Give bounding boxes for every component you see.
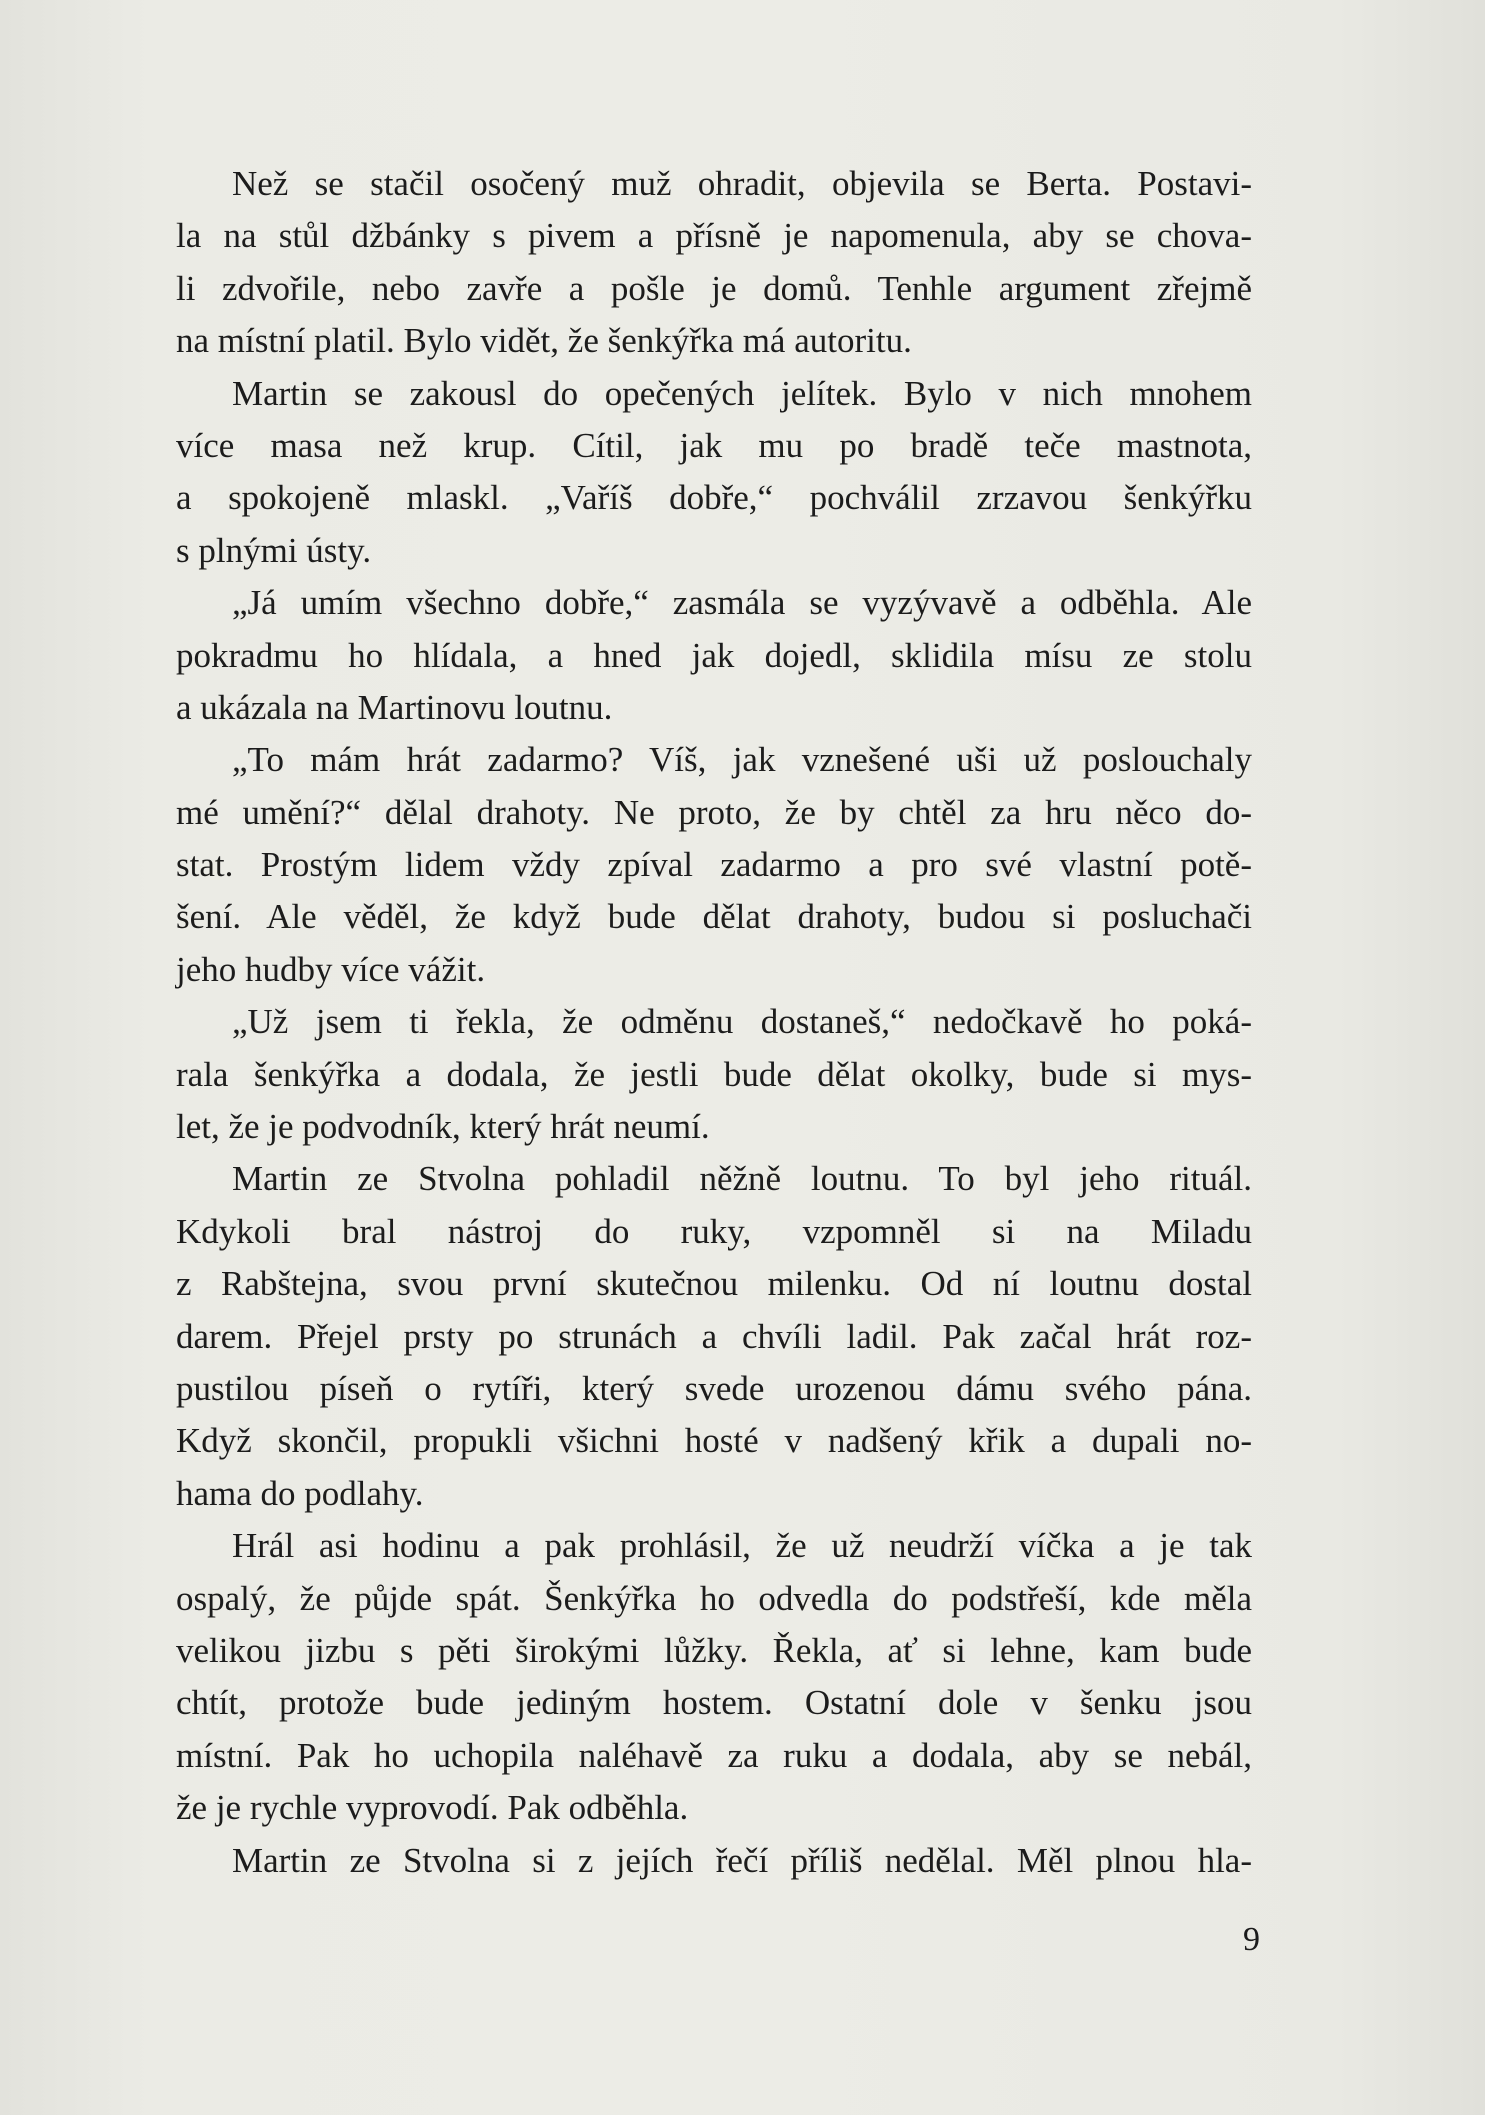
text-line: rala šenkýřka a dodala, že jestli bude dělat okolky, bude si mys-	[176, 1054, 1252, 1094]
paragraph	[176, 1153, 1252, 1520]
text-line: Martin ze Stvolna pohladil něžně loutnu. To byl jeho rituál.	[232, 1159, 1252, 1199]
text-line: hama do podlahy.	[176, 1473, 424, 1513]
text-line: darem. Přejel prsty po strunách a chvíli ladil. Pak začal hrát roz-	[176, 1316, 1252, 1356]
text-line: chtít, protože bude jediným hostem. Ostatní dole v šenku jsou	[176, 1683, 1252, 1723]
text-line: jeho hudby více vážit.	[176, 949, 486, 989]
text-line: s plnými ústy.	[176, 530, 372, 570]
text-line: „To mám hrát zadarmo? Víš, jak vznešené uši už poslouchaly	[232, 740, 1252, 780]
text-line: Martin se zakousl do opečených jelítek. Bylo v nich mnohem	[232, 373, 1252, 413]
text-line: více masa než krup. Cítil, jak mu po bradě teče mastnota,	[176, 425, 1252, 465]
text-line: Než se stačil osočený muž ohradit, objevila se Berta. Postavi-	[232, 164, 1252, 203]
text-line: „Už jsem ti řekla, že odměnu dostaneš,“ nedočkavě ho poká-	[232, 1002, 1252, 1042]
paragraph	[176, 1835, 1252, 1887]
text-line: „Já umím všechno dobře,“ zasmála se vyzývavě a odběhla. Ale	[232, 583, 1252, 623]
text-line: pustilou píseň o rytíři, který svede urozenou dámu svého pána.	[176, 1368, 1252, 1408]
text-line: mé umění?“ dělal drahoty. Ne proto, že by chtěl za hru něco do-	[176, 792, 1252, 832]
text-line: li zdvořile, nebo zavře a pošle je domů. Tenhle argument zřejmě	[176, 268, 1252, 308]
paragraph	[176, 368, 1252, 578]
text-line: místní. Pak ho uchopila naléhavě za ruku a dodala, aby se nebál,	[176, 1735, 1252, 1775]
text-line: Když skončil, propukli všichni hosté v nadšený křik a dupali no-	[176, 1421, 1252, 1461]
paragraph	[176, 158, 1252, 368]
text-line: a ukázala na Martinovu loutnu.	[176, 687, 613, 727]
text-line: a spokojeně mlaskl. „Vaříš dobře,“ pochválil zrzavou šenkýřku	[176, 478, 1252, 518]
paragraph	[176, 996, 1252, 1153]
text-line: Martin ze Stvolna si z jejích řečí příliš nedělal. Měl plnou hla-	[232, 1840, 1252, 1880]
text-line: Kdykoli bral nástroj do ruky, vzpomněl si na Miladu	[176, 1211, 1252, 1251]
body-text	[176, 158, 1252, 1887]
text-line: la na stůl džbánky s pivem a přísně je napomenula, aby se chova-	[176, 216, 1252, 256]
text-line: z Rabštejna, svou první skutečnou milenku. Od ní loutnu dostal	[176, 1264, 1252, 1304]
paragraph	[176, 734, 1252, 996]
paragraph	[176, 1520, 1252, 1834]
text-line: stat. Prostým lidem vždy zpíval zadarmo a pro své vlastní potě-	[176, 845, 1252, 885]
text-line: že je rychle vyprovodí. Pak odběhla.	[176, 1788, 689, 1828]
text-line: ospalý, že půjde spát. Šenkýřka ho odvedla do podstřeší, kde měla	[176, 1578, 1252, 1618]
page-number: 9	[1243, 1921, 1260, 1958]
text-line: let, že je podvodník, který hrát neumí.	[176, 1107, 710, 1147]
text-line: šení. Ale věděl, že když bude dělat drahoty, budou si posluchači	[176, 897, 1252, 937]
paragraph	[176, 577, 1252, 734]
text-line: velikou jizbu s pěti širokými lůžky. Řekla, ať si lehne, kam bude	[176, 1630, 1252, 1670]
text-line: Hrál asi hodinu a pak prohlásil, že už neudrží víčka a je tak	[232, 1526, 1252, 1566]
text-line: na místní platil. Bylo vidět, že šenkýřka má autoritu.	[176, 321, 912, 361]
text-line: pokradmu ho hlídala, a hned jak dojedl, sklidila mísu ze stolu	[176, 635, 1252, 675]
